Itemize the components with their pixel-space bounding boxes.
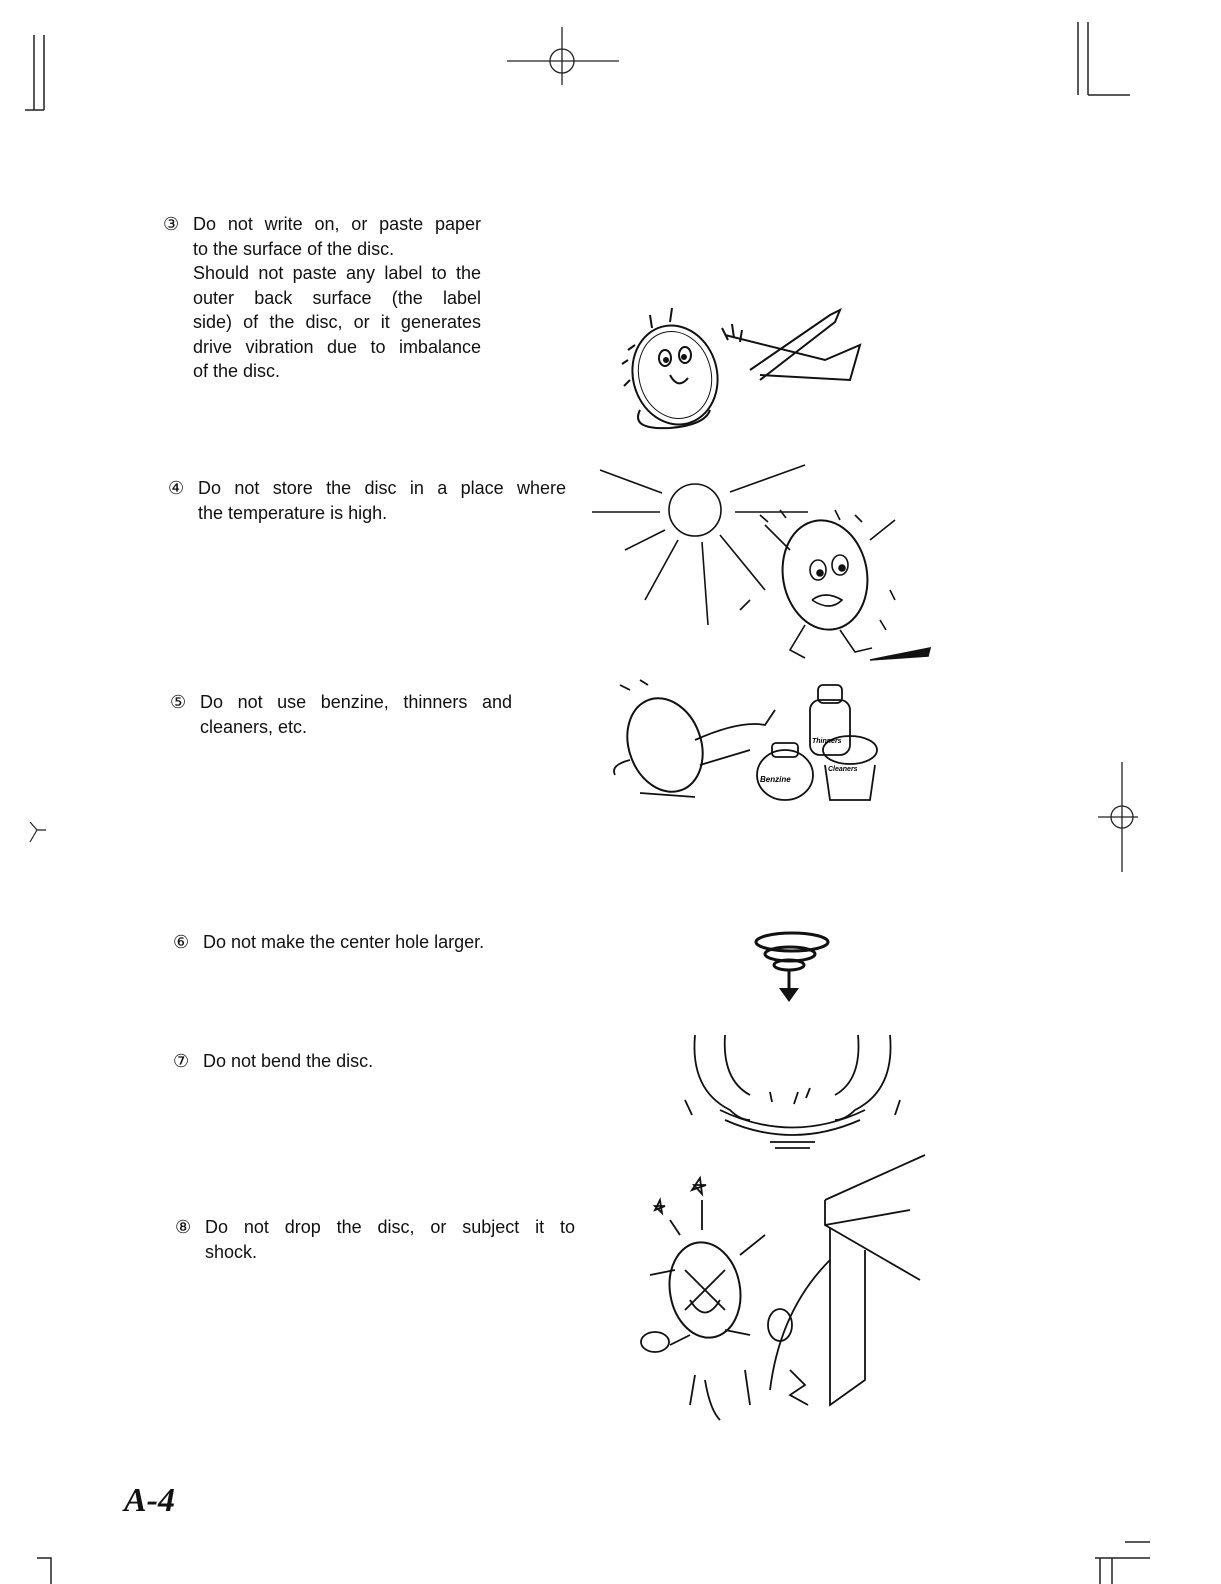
item-text-line: drive vibration due to imbalance bbox=[193, 336, 481, 357]
item-text-line: Do not write on, or paste paper bbox=[193, 214, 481, 234]
item-number: ⑥ bbox=[173, 932, 190, 952]
benzine-label: Benzine bbox=[760, 775, 791, 784]
disc-writing-illustration bbox=[610, 300, 870, 435]
item-number: ④ bbox=[168, 478, 185, 498]
item-text bbox=[193, 212, 481, 384]
registration-mark-top bbox=[505, 25, 625, 85]
caution-item-3 bbox=[163, 212, 481, 384]
caution-item-4 bbox=[168, 476, 566, 525]
crop-mark-top-right bbox=[1070, 20, 1140, 100]
disc-chemicals-illustration bbox=[600, 665, 885, 810]
item-text bbox=[198, 476, 566, 525]
item-number: ③ bbox=[163, 214, 180, 234]
item-number: ⑤ bbox=[170, 692, 187, 712]
crop-mark-bottom-left bbox=[35, 1555, 65, 1584]
disc-bending-illustration bbox=[680, 1030, 915, 1155]
item-text-line: Do not store the disc in a place where bbox=[198, 478, 566, 498]
thinners-label: Thinners bbox=[812, 738, 842, 745]
item-text-line: Do not bend the disc. bbox=[203, 1051, 374, 1071]
caution-item-8 bbox=[175, 1215, 575, 1264]
item-text-line: shock. bbox=[205, 1241, 258, 1262]
crop-mark-bottom-right bbox=[1090, 1540, 1150, 1584]
item-text-line: Do not use benzine, thinners and bbox=[200, 692, 512, 712]
item-text-line: cleaners, etc. bbox=[200, 716, 308, 737]
disc-heat-illustration bbox=[590, 460, 935, 670]
caution-item-6 bbox=[173, 930, 573, 955]
registration-mark-right bbox=[1098, 760, 1148, 875]
page-number: A-4 bbox=[124, 1482, 175, 1519]
item-text-line: side) of the disc, or it generates bbox=[193, 312, 481, 332]
item-text-line: to the surface of the disc. bbox=[193, 238, 395, 259]
caution-item-5 bbox=[170, 690, 512, 739]
item-text bbox=[203, 930, 573, 955]
item-number: ⑧ bbox=[175, 1217, 192, 1237]
item-text-line: Should not paste any label to the bbox=[193, 263, 481, 283]
side-mark-left bbox=[28, 818, 48, 848]
item-text bbox=[205, 1215, 575, 1264]
item-text bbox=[203, 1049, 473, 1074]
item-text bbox=[200, 690, 512, 739]
disc-drop-illustration bbox=[630, 1150, 930, 1435]
center-hole-spiral-icon bbox=[757, 930, 837, 1005]
item-text-line: of the disc. bbox=[193, 361, 281, 381]
item-text-line: outer back surface (the label bbox=[193, 287, 481, 308]
cleaners-label: Cleaners bbox=[828, 766, 858, 773]
item-number: ⑦ bbox=[173, 1051, 190, 1071]
item-text-line: the temperature is high. bbox=[198, 502, 388, 523]
item-text-line: Do not drop the disc, or subject it to bbox=[205, 1217, 575, 1237]
item-text-line: Do not make the center hole larger. bbox=[203, 932, 485, 952]
caution-item-7 bbox=[173, 1049, 473, 1074]
crop-mark-top-left bbox=[20, 30, 60, 110]
